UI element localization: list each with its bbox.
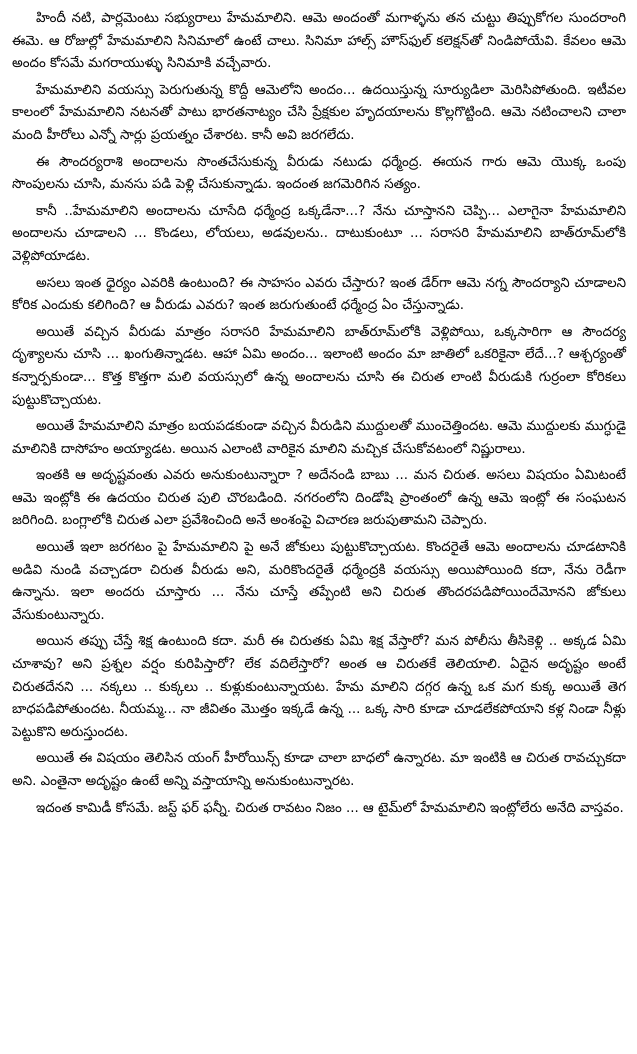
paragraph-10: అయిన తప్పు చేస్తే శిక్ష ఉంటుంది కదా. మరీ ఈ చిరుతకు ఏమి శిక్ష వేస్తారో? మన పోలీసు తీసికెళ్లి .. అక్కడ ఏమి చూశావు? అని ప్రశ్నల వర్షం కురిపిస్తారో? లేక వదిలేస్తారో? అంత ఆ చిరుతకే తెలియాలి. ఏదైన అదృష్టం అంటే చిరుతదేనని ... నక్కలు .. కుక్కలు .. కుళ్లుకుంటున్నాయట. హేమ మాలిని దగ్గర ఉన్న ఒక మగ కుక్క అయితే తెగ బాధపడిపోతుందట. నీయమ్మ... నా జీవితం మొత్తం ఇక్కడే ఉన్న ... ఒక్క సారి కూడా చూడలేకపోయాని కళ్ల నిండా నీళ్లు పెట్టుకొని అరుస్తుందట. xyxy=(12,634,626,740)
paragraph-12: ఇదంత కామిడీ కోసమే. జస్ట్ ఫర్ ఫన్నీ. చిరుత రావటం నిజం ... ఆ టైమ్‌లో హేమమాలిని ఇంట్లోలేరు అనేది వాస్తవం. xyxy=(36,800,624,816)
paragraph-1: హిందీ నటి, పార్లమెంటు సభ్యురాలు హేమమాలిని. ఆమె అందంతో మగాళ్ళను తన చుట్టు తిప్పుకోగల సుందరాంగి ఈమె. ఆ రోజుల్లో హేమమాలిని సినిమాలో ఉంటే చాలు. సినిమా హాల్స్ హౌస్‌ఫుల్ కలెక్షన్‌తో నిండిపోయేవి. కేవలం ఆమె అందం కోసమే మగరాయుళ్ళు సినిమాకి వచ్చేవారు. xyxy=(12,11,626,72)
paragraph-9: అయితే ఇలా జరగటం పై హేమమాలిని పై అనే జోకులు పుట్టుకొచ్చాయట. కొందరైతే ఆమె అందాలను చూడటానికి అడివి నుండి వచ్చాడరా చిరుత వీరుడు అని, మరికొందరైతే ధర్మేంద్రకి వయస్సు అయిపోయింది కదా, నేను రెడీగా ఉన్నాను. ఇలా అందరు చూస్తారు ... నేను చూస్తే తప్పేంటి అని చిరుత తొందరపడిపోయిందేమోనని జోకులు వేసుకుంటున్నారు. xyxy=(12,540,626,623)
paragraph-5: అసలు ఇంత ధైర్యం ఎవరికి ఉంటుంది? ఈ సాహసం ఎవరు చేస్తారు? ఇంత డేర్‌గా ఆమె నగ్న సౌందర్యాని చూడాలని కోరిక ఎందుకు కలిగింది? ఆ వీరుడు ఎవరు? ఇంత జరుగుతుంటే ధర్మేంద్ర ఏం చేస్తున్నాడు. xyxy=(12,275,626,314)
paragraph-4: కానీ ..హేమమాలిని అందాలను చూసేది ధర్మేంద్ర ఒక్కడేనా...? నేను చూస్తానని చెప్పి... ఎలాగైనా హేమమాలిని అందాలను చూడాలని ... కొండలు, లోయలు, అడవులను.. దాటుకుంటూ ... సరాసరి హేమమాలిని బాత్‌రూమ్‌లోకి వెళ్లిపోయాడట. xyxy=(12,203,626,264)
article-body xyxy=(12,8,626,824)
paragraph-11: అయితే ఈ విషయం తెలిసిన యంగ్ హీరోయిన్స్ కూడా చాలా బాధలో ఉన్నారట. మా ఇంటికి ఆ చిరుత రావచ్చుకదా అని. ఎంతైనా అదృష్టం ఉంటే అన్ని వస్తాయాన్ని అనుకుంటున్నారట. xyxy=(12,751,626,789)
paragraph-3: ఈ సౌందర్యరాశి అందాలను సొంతచేసుకున్న వీరుడు నటుడు ధర్మేంద్ర. ఈయన గారు ఆమె యొక్క ఒంపు సొంపులను చూసి, మనసు పడి పెళ్లి చేసుకున్నాడు. ఇందంత జగమెరిగిన సత్యం. xyxy=(12,154,626,193)
paragraph-2: హేమమాలిని వయస్సు పెరుగుతున్న కొద్దీ ఆమెలోని అందం... ఉదయిస్తున్న సూర్యుడిలా మెరిసిపోతుంది. ఇటీవల కాలంలో హేమమాలిని నటనతో పాటు భారతనాట్యం చేసి ప్రేక్షకుల హృదయాలను కొల్లగొట్టింది. ఆమె నటించాలని చాలా మంది హీరోలు ఎన్నో సార్లు ప్రయత్నం చేశారట. కానీ అవి జరగలేదు. xyxy=(12,82,626,143)
paragraph-8: ఇంతకి ఆ అదృష్టవంతు ఎవరు అనుకుంటున్నారా ? అదేనండి బాబు ... మన చిరుత. అసలు విషయం ఏమిటంటే ఆమె ఇంట్లోకి ఈ ఉదయం చిరుత పులి చొరబడింది. నగరంలోని దిండోషి ప్రాంతంలో ఉన్న ఆమె ఇంట్లో ఈ సంఘటన జరిగింది. బంగ్లాలోకి చిరుత ఎలా ప్రవేశించింది అనే అంశంపై విచారణ జరుపుతామని చెప్పారు. xyxy=(12,468,626,529)
paragraph-7: అయితే హేమమాలిని మాత్రం బయపడకుండా వచ్చిన వీరుడిని ముద్దులతో ముంచెత్తిందట. ఆమె ముద్దులకు ముగ్ధుడై మాలినికి దాసోహం అయ్యాడట. అయిన ఎలాంటి వారికైన మాలిని మచ్చిక చేసుకోవటంలో నిష్ణురాలు. xyxy=(12,419,626,457)
paragraph-6: అయితే వచ్చిన వీరుడు మాత్రం సరాసరి హేమమాలిని బాత్‌రూమ్‌లోకి వెళ్లిపోయి, ఒక్కసారిగా ఆ సౌందర్య దృశ్యాలను చూసి ... ఖంగుతిన్నాడట. ఆహా ఏమి అందం... ఇలాంటి అందం మా జాతిలో ఒకరికైనా లేదే...? ఆశ్చర్యంతో కన్నార్పకుండా... కొత్త కొత్తగా మలి వయస్సులో ఉన్న అందాలను చూసి ఈ చిరుత లాంటి వీరుడుకి గుర్రంలా కోరికలు పుట్టుకొచ్చాయట. xyxy=(12,324,626,408)
